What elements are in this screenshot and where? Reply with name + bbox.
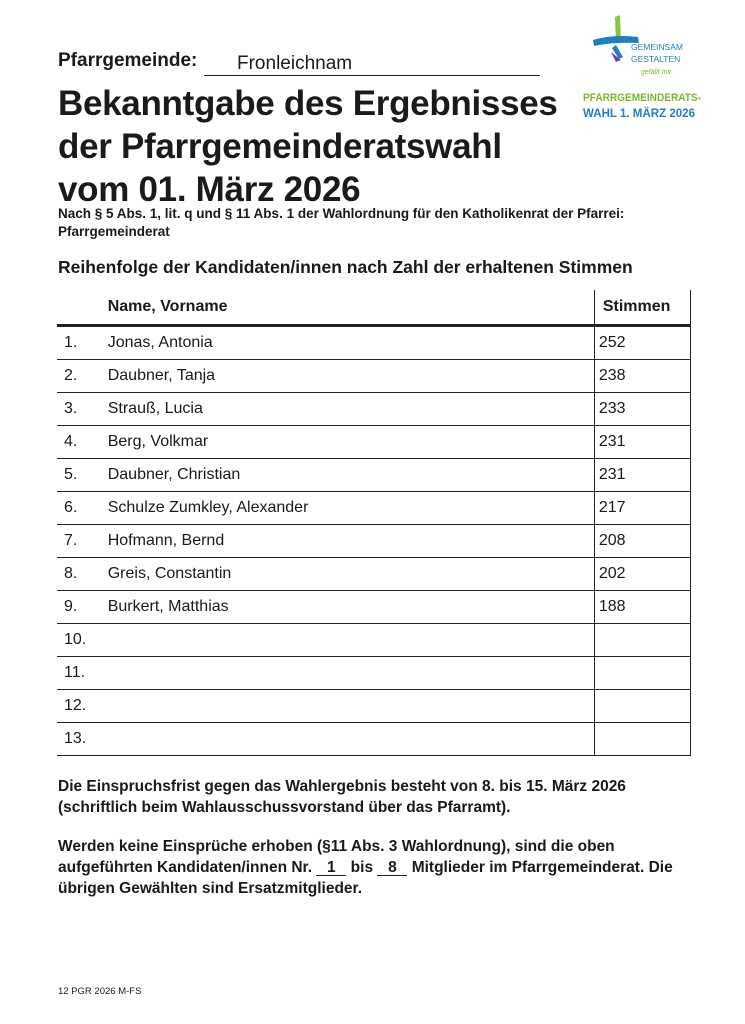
table-row <box>57 393 691 426</box>
candidate-name: Greis, Constantin <box>108 558 595 591</box>
candidate-name: Strauß, Lucia <box>108 393 595 426</box>
candidate-name: Burkert, Matthias <box>108 591 595 624</box>
candidate-votes: 238 <box>594 360 690 393</box>
table-row <box>57 426 691 459</box>
candidate-rank: 13. <box>57 723 108 756</box>
votes-header: Stimmen <box>594 290 690 326</box>
candidate-votes: 217 <box>594 492 690 525</box>
candidate-votes <box>594 690 690 723</box>
candidate-name: Schulze Zumkley, Alexander <box>108 492 595 525</box>
candidate-votes: 231 <box>594 426 690 459</box>
table-row <box>57 360 691 393</box>
document-title <box>58 82 578 211</box>
members-from: 1 <box>316 860 346 876</box>
table-row <box>57 525 691 558</box>
table-row <box>57 326 691 360</box>
candidate-rank: 7. <box>57 525 108 558</box>
table-header-row <box>57 290 691 326</box>
candidate-name: Daubner, Tanja <box>108 360 595 393</box>
candidate-rank: 10. <box>57 624 108 657</box>
members-to: 8 <box>377 860 407 876</box>
results-table <box>57 290 691 756</box>
objection-notice: Die Einspruchsfrist gegen das Wahlergebnis besteht von 8. bis 15. März 2026 (schriftlich beim Wahlausschussvorstand über das Pfarramt). <box>58 778 626 816</box>
logo-line-2: GESTALTEN <box>631 54 681 64</box>
candidate-rank: 1. <box>57 326 108 360</box>
members-notice <box>58 836 698 899</box>
candidate-votes: 233 <box>594 393 690 426</box>
candidate-rank: 11. <box>57 657 108 690</box>
title-line-3: vom 01. März 2026 <box>58 170 361 209</box>
parish-label: Pfarrgemeinde: <box>58 50 198 71</box>
candidate-name <box>108 624 595 657</box>
logo-line-1: GEMEINSAM <box>631 42 683 52</box>
candidate-rank: 2. <box>57 360 108 393</box>
logo-tagline: gefällt mir <box>641 69 672 76</box>
candidate-rank: 5. <box>57 459 108 492</box>
results-body <box>57 326 691 756</box>
candidate-votes: 202 <box>594 558 690 591</box>
candidate-rank: 9. <box>57 591 108 624</box>
rank-header <box>57 290 108 326</box>
members-text-1: Werden keine Einsprüche erhoben (§11 Abs. 3 Wahlordnung), sind die oben aufgeführten Kandidaten/innen Nr. <box>58 838 615 876</box>
candidate-name: Berg, Volkmar <box>108 426 595 459</box>
candidate-votes <box>594 624 690 657</box>
candidate-name: Hofmann, Bernd <box>108 525 595 558</box>
candidate-name: Jonas, Antonia <box>108 326 595 360</box>
table-subheading: Reihenfolge der Kandidaten/innen nach Zahl der erhaltenen Stimmen <box>58 257 633 277</box>
legal-basis: Nach § 5 Abs. 1, lit. q und § 11 Abs. 1 der Wahlordnung für den Katholikenrat der Pfarrei: Pfarrgemeinderat <box>58 206 625 239</box>
table-row <box>57 558 691 591</box>
name-header: Name, Vorname <box>108 290 595 326</box>
candidate-votes: 252 <box>594 326 690 360</box>
logo-line-3: PFARRGEMEINDERATS- <box>583 92 702 104</box>
candidate-rank: 4. <box>57 426 108 459</box>
candidate-votes: 188 <box>594 591 690 624</box>
candidate-name <box>108 657 595 690</box>
candidate-rank: 3. <box>57 393 108 426</box>
table-row <box>57 591 691 624</box>
parish-name: Fronleichnam <box>204 52 540 76</box>
candidate-votes <box>594 657 690 690</box>
candidate-name <box>108 723 595 756</box>
table-row <box>57 492 691 525</box>
logo-line-4: WAHL 1. MÄRZ 2026 <box>583 106 700 120</box>
table-row <box>57 723 691 756</box>
title-line-2: der Pfarrgemeinderatswahl <box>58 127 502 166</box>
candidate-name: Daubner, Christian <box>108 459 595 492</box>
candidate-votes <box>594 723 690 756</box>
footer-code: 12 PGR 2026 M-FS <box>58 986 142 997</box>
title-line-1: Bekanntgabe des Ergebnisses <box>58 84 558 123</box>
table-row <box>57 459 691 492</box>
candidate-rank: 8. <box>57 558 108 591</box>
candidate-votes: 208 <box>594 525 690 558</box>
table-row <box>57 690 691 723</box>
candidate-name <box>108 690 595 723</box>
members-text-2: Mitglieder im Pfarrgemeinderat. Die übrigen Gewählten sind Ersatzmitglieder. <box>58 859 673 897</box>
table-row <box>57 624 691 657</box>
election-logo <box>583 12 703 130</box>
candidate-rank: 12. <box>57 690 108 723</box>
table-row <box>57 657 691 690</box>
candidate-votes: 231 <box>594 459 690 492</box>
candidate-rank: 6. <box>57 492 108 525</box>
members-between: bis <box>350 859 374 876</box>
